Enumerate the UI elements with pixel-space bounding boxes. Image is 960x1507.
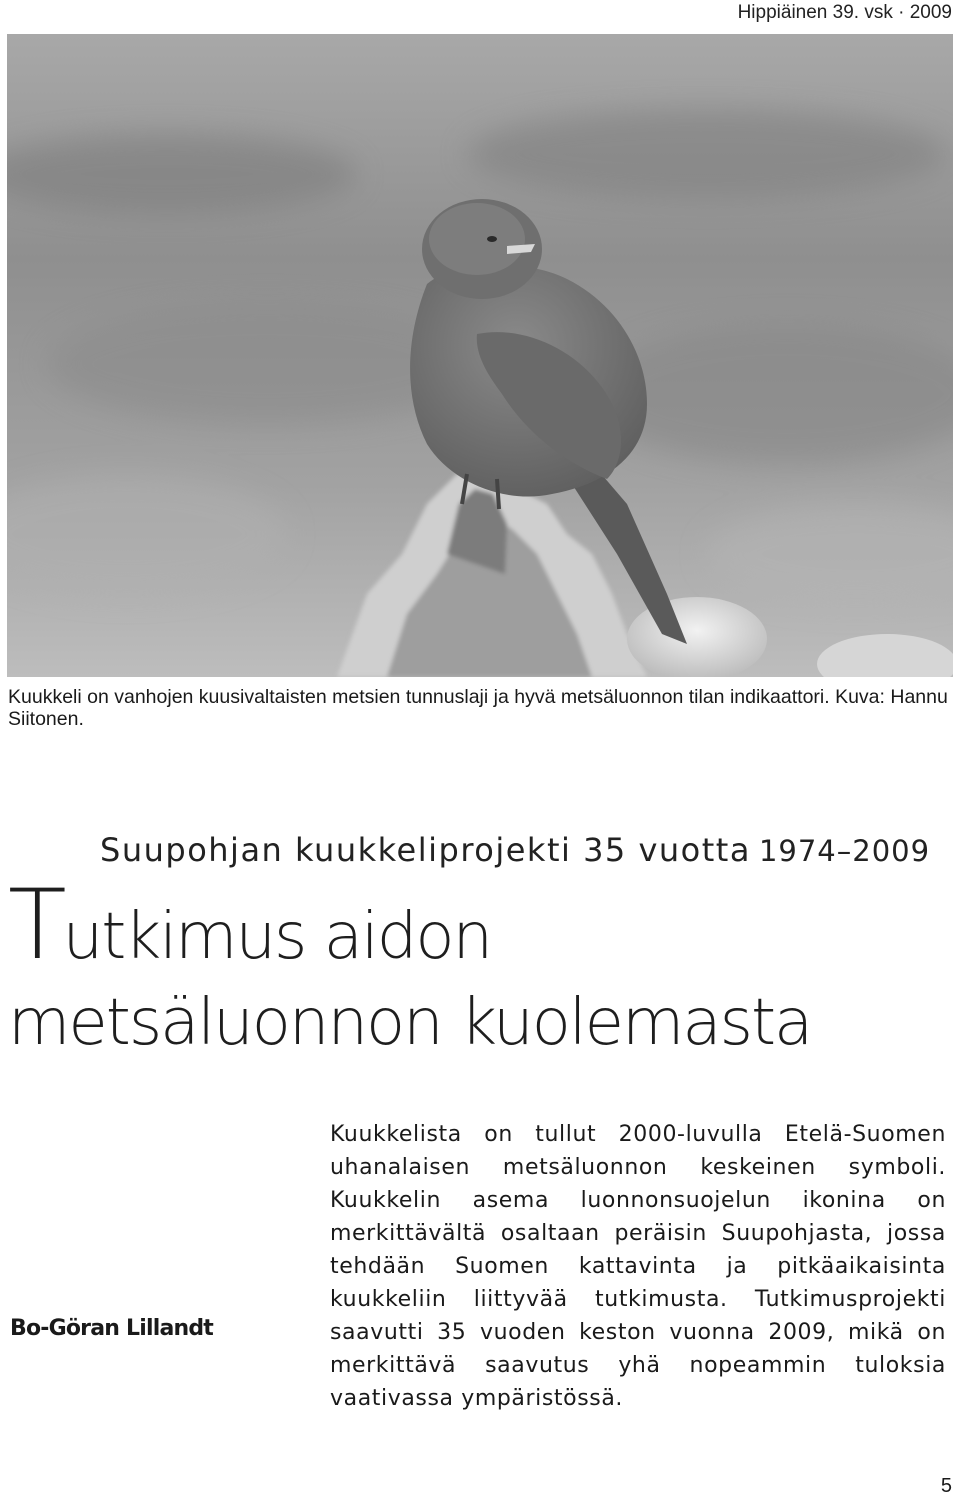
kicker-text: Suupohjan kuukkeliprojekti 35 vuotta <box>100 831 751 869</box>
photo-caption: Kuukkeli on vanhojen kuusivaltaisten metsien tunnuslaji ja hyvä metsäluonnon tilan indikaattori. Kuva: Hannu Siitonen. <box>8 686 948 730</box>
author-byline: Bo-Göran Lillandt <box>10 1316 214 1341</box>
article-lead: Kuukkelista on tullut 2000-luvulla Etelä-Suomen uhanalaisen metsäluonnon keskeinen symboli. Kuukkelin asema luonnonsuojelun ikonina on merkittävältä osaltaan peräisin Suupohjasta, jossa tehdään Suomen kattavinta ja pitkäaikaisinta kuukkeliin liittyvää tutkimusta. Tutkimusprojekti saavutti 35 vuoden keston vuonna 2009, mikä on merkittävä saavutus yhä nopeammin tuloksia vaativassa ympäristössä. <box>330 1122 946 1411</box>
running-head: Hippiäinen 39. vsk · 2009 <box>737 2 952 23</box>
bird-photo <box>7 34 953 677</box>
article-kicker <box>100 831 930 869</box>
headline-line1-rest: utkimus aidon <box>62 900 492 974</box>
headline-initial: T <box>8 869 63 981</box>
kicker-years: 1974–2009 <box>758 834 931 868</box>
headline-line-2: metsäluonnon kuolemasta <box>8 986 812 1060</box>
page-number: 5 <box>940 1475 952 1497</box>
headline-line-1 <box>8 869 811 981</box>
article-headline <box>8 869 812 1066</box>
